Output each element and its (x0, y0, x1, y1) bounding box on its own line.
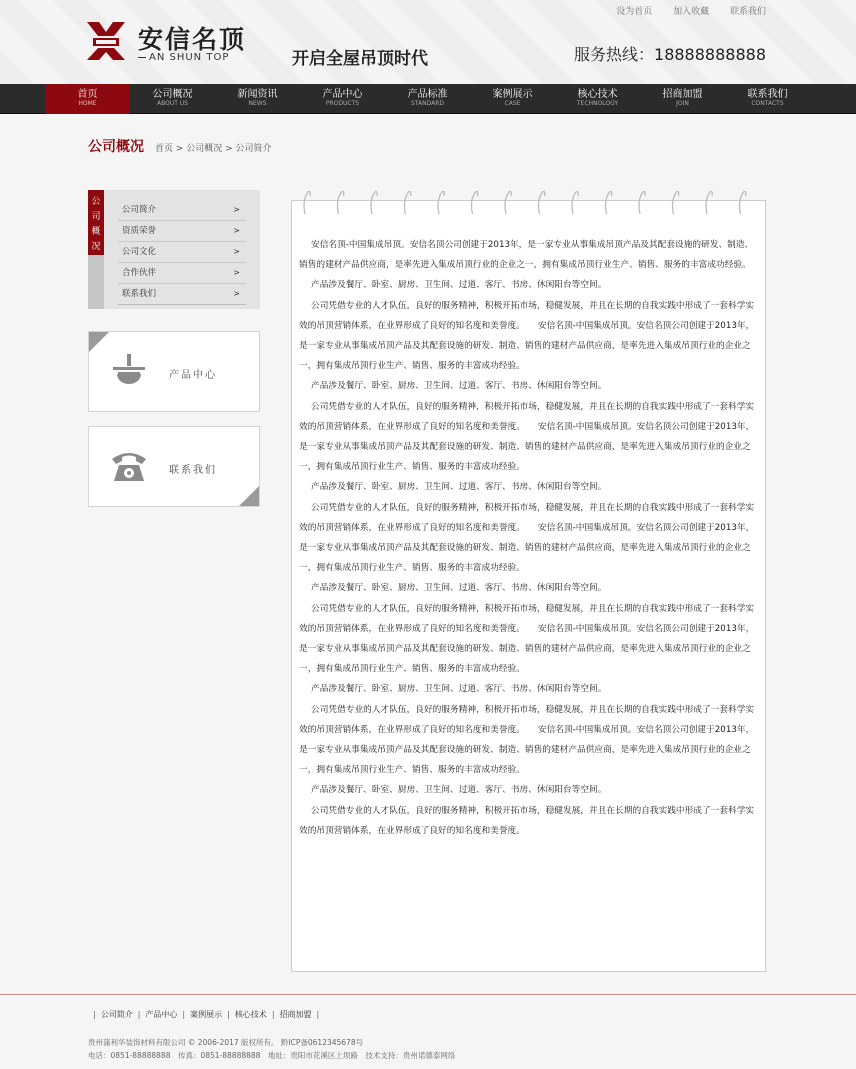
binder-ring (338, 192, 344, 215)
nav-item-sublabel: STANDARD (410, 100, 444, 107)
content-paragraph: 产品涉及餐厅、卧室、厨房、卫生间、过道、客厅、书房、休闲阳台等空间。 (311, 381, 607, 392)
top-links (598, 4, 766, 17)
sidebar-item[interactable]: 公司简介 > (118, 200, 246, 221)
binder-ring (606, 192, 612, 215)
nav-item-label: 产品标准 (407, 89, 448, 100)
sidebar-tab-char: 况 (91, 242, 101, 252)
binder-ring (673, 192, 679, 215)
product-center-box[interactable] (88, 331, 260, 412)
nav-item-label: 案例展示 (492, 89, 533, 100)
corner-decoration (89, 332, 109, 352)
nav-item-sublabel: CASE (504, 100, 521, 107)
separator: | (271, 1010, 275, 1019)
nav-item-label: 公司概况 (152, 89, 193, 100)
sidebar-item[interactable]: 资质荣誉 > (118, 221, 246, 242)
content-paragraph: 公司凭借专业的人才队伍，良好的服务精神，积极开拓市场，稳健发展，并且在长期的自我实践中形成了一套科学实效的吊顶营销体系，在业界形成了良好的知名度和美誉度。 (299, 805, 755, 836)
binder-ring (371, 192, 377, 215)
content-paragraph: 安信名顶-中国集成吊顶。安信名顶公司创建于2013年，是一家专业从事集成吊顶产品及其配套设施的研发、制造、销售的建材产品供应商，是率先进入集成吊顶行业的企业之一，拥有集成吊顶行业生产、销售、服务的丰富成功经验。 (299, 240, 754, 271)
binder-ring (304, 192, 310, 215)
footer-links (88, 1009, 324, 1020)
ground-icon (109, 352, 149, 392)
binder-ring (539, 192, 545, 215)
sidebar-tab-label (88, 190, 104, 255)
nav-item-sublabel: CONTACTS (751, 100, 784, 107)
nav-item-sublabel: ABOUT US (156, 100, 188, 107)
site-header (0, 0, 856, 84)
nav-item-label: 新闻资讯 (237, 89, 278, 100)
hotline: 服务热线：18888888888 (574, 45, 766, 64)
binder-ring (472, 192, 478, 215)
nav-item-standard[interactable] (385, 84, 470, 114)
logo-subtitle: AN SHUN TOP (138, 52, 229, 63)
binder-ring (438, 192, 444, 215)
content-paragraph: 公司凭借专业的人才队伍，良好的服务精神，积极开拓市场，稳健发展，并且在长期的自我实践中形成了一套科学实效的吊顶营销体系，在业界形成了良好的知名度和美誉度。 安信名顶-中国集成吊顶。安信名顶公司创建于2013年，是一家专业从事集成吊顶产品及其配套设施的研发、制造、销售的建材产品供应商，是率先进入集成吊顶行业的企业之一，拥有集成吊顶行业生产、销售、服务的丰富成功经验。 (299, 502, 755, 574)
nav-item-about-us[interactable] (130, 84, 215, 114)
contact-info: 电话：0851-88888888 传真：0851-88888888 地址：贵阳市花溪区上坝路 技术支持：贵州诺德泰网络 (88, 1051, 456, 1060)
content-paragraph: 公司凭借专业的人才队伍，良好的服务精神，积极开拓市场，稳健发展，并且在长期的自我实践中形成了一套科学实效的吊顶营销体系，在业界形成了良好的知名度和美誉度。 安信名顶-中国集成吊顶。安信名顶公司创建于2013年，是一家专业从事集成吊顶产品及其配套设施的研发、制造、销售的建材产品供应商，是率先进入集成吊顶行业的企业之一，拥有集成吊顶行业生产、销售、服务的丰富成功经验。 (299, 704, 755, 776)
page-title: 公司概况 (88, 139, 144, 155)
footer-link[interactable]: 招商加盟 (279, 1010, 312, 1019)
content-text (299, 235, 759, 841)
slogan: 开启全屋吊顶时代 (292, 49, 428, 69)
separator: | (93, 1010, 96, 1019)
footer-link[interactable]: 产品中心 (145, 1010, 178, 1019)
breadcrumb: 首页 > 公司概况 > 公司简介 (155, 144, 272, 154)
corner-decoration (239, 486, 259, 506)
sidebar-item[interactable]: 公司文化 > (118, 242, 246, 263)
product-center-label: 产品中心 (169, 370, 217, 381)
sidebar-tab-char: 司 (91, 212, 101, 222)
phone-icon (109, 447, 149, 487)
binder-ring (740, 192, 746, 215)
content-paragraph: 公司凭借专业的人才队伍，良好的服务精神，积极开拓市场，稳健发展，并且在长期的自我实践中形成了一套科学实效的吊顶营销体系，在业界形成了良好的知名度和美誉度。 安信名顶-中国集成吊顶。安信名顶公司创建于2013年，是一家专业从事集成吊顶产品及其配套设施的研发、制造、销售的建材产品供应商，是率先进入集成吊顶行业的企业之一，拥有集成吊顶行业生产、销售、服务的丰富成功经验。 (299, 603, 755, 675)
binder-ring (505, 192, 511, 215)
nav-item-label: 联系我们 (747, 89, 788, 100)
contact-label: 联系我们 (169, 465, 217, 476)
logo-title: 安信名顶 (138, 25, 247, 54)
nav-item-sublabel: PRODUCTS (325, 100, 360, 107)
footer-link[interactable]: 核心技术 (234, 1010, 267, 1019)
nav-item-label: 招商加盟 (662, 89, 703, 100)
content-paragraph: 产品涉及餐厅、卧室、厨房、卫生间、过道、客厅、书房、休闲阳台等空间。 (311, 583, 607, 594)
footer-divider (0, 994, 856, 995)
sidebar-item[interactable]: 联系我们 > (118, 284, 246, 305)
separator: | (316, 1010, 320, 1019)
nav-item-products[interactable] (300, 84, 385, 114)
contact-link[interactable]: 联系我们 (729, 7, 766, 17)
nav-item-join[interactable] (640, 84, 725, 114)
content-panel (291, 200, 766, 972)
add-favorite-link[interactable]: 加入收藏 (673, 7, 710, 17)
nav-item-sublabel: NEWS (248, 100, 267, 107)
binder-ring (639, 192, 645, 215)
nav-item-case[interactable] (470, 84, 555, 114)
content-paragraph: 产品涉及餐厅、卧室、厨房、卫生间、过道、客厅、书房、休闲阳台等空间。 (311, 684, 607, 695)
content-paragraph: 产品涉及餐厅、卧室、厨房、卫生间、过道、客厅、书房、休闲阳台等空间。 (311, 280, 607, 291)
nav-item-home[interactable] (45, 84, 130, 114)
nav-item-label: 首页 (77, 89, 98, 100)
content-paragraph: 公司凭借专业的人才队伍，良好的服务精神，积极开拓市场，稳健发展，并且在长期的自我实践中形成了一套科学实效的吊顶营销体系，在业界形成了良好的知名度和美誉度。 安信名顶-中国集成吊顶。安信名顶公司创建于2013年，是一家专业从事集成吊顶产品及其配套设施的研发、制造、销售的建材产品供应商，是率先进入集成吊顶行业的企业之一，拥有集成吊顶行业生产、销售、服务的丰富成功经验。 (299, 300, 755, 372)
separator: | (182, 1010, 186, 1019)
logo-icon (87, 22, 125, 60)
nav-item-technology[interactable] (555, 84, 640, 114)
footer-copyright (88, 1036, 455, 1062)
footer-link[interactable]: 公司简介 (100, 1010, 133, 1019)
nav-item-label: 核心技术 (577, 89, 618, 100)
footer-link[interactable]: 案例展示 (190, 1010, 223, 1019)
content-paragraph: 产品涉及餐厅、卧室、厨房、卫生间、过道、客厅、书房、休闲阳台等空间。 (311, 482, 607, 493)
sidebar-tab-char: 概 (91, 227, 101, 237)
binder-ring (706, 192, 712, 215)
sidebar-menu (88, 190, 260, 309)
nav-item-sublabel: HOME (78, 100, 97, 107)
copyright-text: 贵州蒲利华装饰材料有限公司 © 2006-2017 版权所有。 黔ICP备0612345678号 (88, 1038, 364, 1047)
content-paragraph: 公司凭借专业的人才队伍，良好的服务精神，积极开拓市场，稳健发展，并且在长期的自我实践中形成了一套科学实效的吊顶营销体系，在业界形成了良好的知名度和美誉度。 安信名顶-中国集成吊顶。安信名顶公司创建于2013年，是一家专业从事集成吊顶产品及其配套设施的研发、制造、销售的建材产品供应商，是率先进入集成吊顶行业的企业之一，拥有集成吊顶行业生产、销售、服务的丰富成功经验。 (299, 401, 755, 473)
nav-item-contacts[interactable] (725, 84, 810, 114)
nav-item-sublabel: TECHNOLOGY (576, 100, 619, 107)
binder-ring (572, 192, 578, 215)
binder-rings (291, 190, 766, 216)
nav-item-label: 产品中心 (322, 89, 363, 100)
nav-item-sublabel: JOIN (676, 100, 689, 107)
sidebar-item[interactable]: 合作伙伴 > (118, 263, 246, 284)
contact-box[interactable] (88, 426, 260, 507)
separator: | (137, 1010, 141, 1019)
main-nav (0, 84, 856, 114)
sidebar-tab-char: 公 (91, 197, 101, 207)
content-paragraph: 产品涉及餐厅、卧室、厨房、卫生间、过道、客厅、书房、休闲阳台等空间。 (311, 785, 607, 796)
binder-ring (405, 192, 411, 215)
nav-item-news[interactable] (215, 84, 300, 114)
separator: | (227, 1010, 230, 1019)
set-homepage-link[interactable]: 设为首页 (616, 7, 653, 17)
